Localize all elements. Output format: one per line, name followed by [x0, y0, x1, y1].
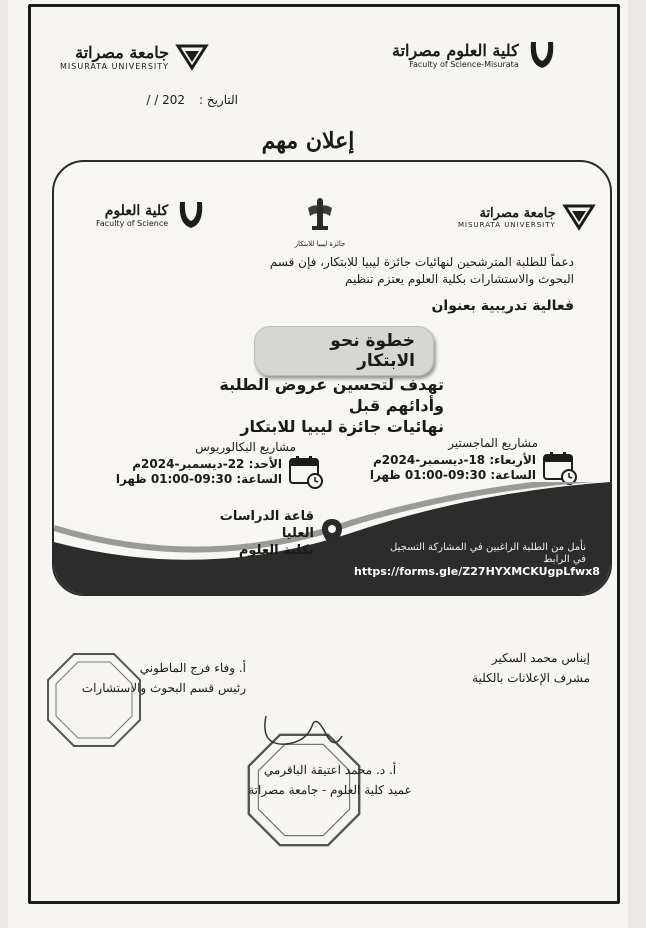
event-flyer: [52, 160, 612, 596]
bachelor-date: الأحد: 22-ديسمبر-2024م: [132, 457, 282, 471]
masters-calendar-icon: [542, 450, 578, 486]
intro-text: [164, 254, 574, 288]
flyer-faculty-english: Faculty of Science: [96, 218, 169, 228]
university-logo-english: MISURATA UNIVERSITY: [60, 62, 170, 71]
signature-center: [232, 760, 428, 800]
department-stamp-icon: [44, 650, 144, 750]
intro-line-2: البحوث والاستشارات بكلية العلوم يعتزم تنظيم: [345, 272, 574, 286]
center-signer-role: عميد كلية العلوم - جامعة مصراتة: [248, 783, 412, 797]
left-signer-name: أ. وفاء فرج الماطوني: [139, 661, 246, 675]
university-logo: [60, 40, 209, 74]
right-signer-role: مشرف الإعلانات بالكلية: [472, 671, 590, 685]
flyer-faculty-arabic: كلية العلوم: [104, 202, 169, 219]
flyer-faculty-logo: [96, 198, 208, 232]
innovation-award-logo: [290, 196, 350, 248]
left-signer-role: رئيس قسم البحوث والاستشارات: [81, 681, 246, 695]
registration-line-1: نأمل من الطلبة الراغبين في المشاركة التسجيل: [390, 542, 586, 553]
event-goal: [174, 374, 444, 437]
venue-line-1: قاعة الدراسات العليا: [219, 509, 314, 541]
flyer-university-english: MISURATA UNIVERSITY: [458, 220, 556, 229]
event-title-pill: [254, 326, 434, 376]
flyer-faculty-emblem-icon: [174, 198, 208, 232]
university-logo-arabic: جامعة مصراتة: [75, 43, 170, 62]
flyer-university-logo: [458, 200, 596, 234]
event-label: فعالية تدريبية بعنوان: [431, 298, 574, 314]
venue-line-2: بكلية العلوم: [238, 543, 314, 558]
page-title: إعلان مهم: [261, 128, 355, 154]
date-label: التاريخ :: [198, 93, 238, 107]
faculty-logo-arabic: كلية العلوم مصراتة: [392, 41, 519, 60]
dean-signature-scribble: [256, 706, 346, 756]
registration-line-2: في الرابط: [543, 554, 586, 565]
intro-line-1: دعماً للطلبة المترشحين لنهائيات جائزة ليبيا للابتكار، فإن قسم: [269, 255, 574, 269]
faculty-logo-english: Faculty of Science-Misurata: [409, 60, 519, 69]
masters-date: الأربعاء: 18-ديسمبر-2024م: [372, 453, 536, 467]
flyer-university-emblem-icon: [562, 200, 596, 234]
registration-link[interactable]: https://forms.gle/Z27HYXMCKUgpLfwx8: [354, 565, 600, 578]
right-signer-name: إيناس محمد السكير: [491, 651, 590, 665]
location-pin-icon: [320, 518, 344, 550]
signature-right: [410, 648, 590, 688]
flyer-university-arabic: جامعة مصراتة: [479, 205, 556, 221]
award-caption: جائزة ليبيا للابتكار: [294, 240, 346, 248]
center-signer-name: أ. د. محمد اعتيقة الباقرمي: [263, 763, 397, 777]
award-trophy-icon: [300, 196, 340, 236]
masters-time: الساعة: 09:30-01:00 ظهرا: [369, 468, 536, 482]
document-page: [8, 0, 628, 928]
faculty-emblem-icon: [525, 38, 559, 72]
university-emblem-icon: [175, 40, 209, 74]
masters-title: مشاريع الماجستير: [448, 436, 538, 450]
event-title: خطوة نحو الابتكار: [254, 326, 434, 376]
date-line: [68, 93, 238, 107]
registration-block: [354, 542, 600, 578]
masters-track: [346, 436, 578, 486]
date-value: / / 202: [146, 93, 185, 107]
venue-block: [184, 508, 344, 559]
goal-line-2: نهائيات جائزة ليبيا للابتكار: [240, 417, 444, 436]
goal-line-1: تهدف لتحسين عروض الطلبة وأدائهم قبل: [219, 375, 444, 415]
bachelor-time: الساعة: 09:30-01:00 ظهرا: [115, 472, 282, 486]
faculty-logo: [392, 38, 559, 72]
bachelor-title: مشاريع البكالوريوس: [195, 440, 296, 454]
